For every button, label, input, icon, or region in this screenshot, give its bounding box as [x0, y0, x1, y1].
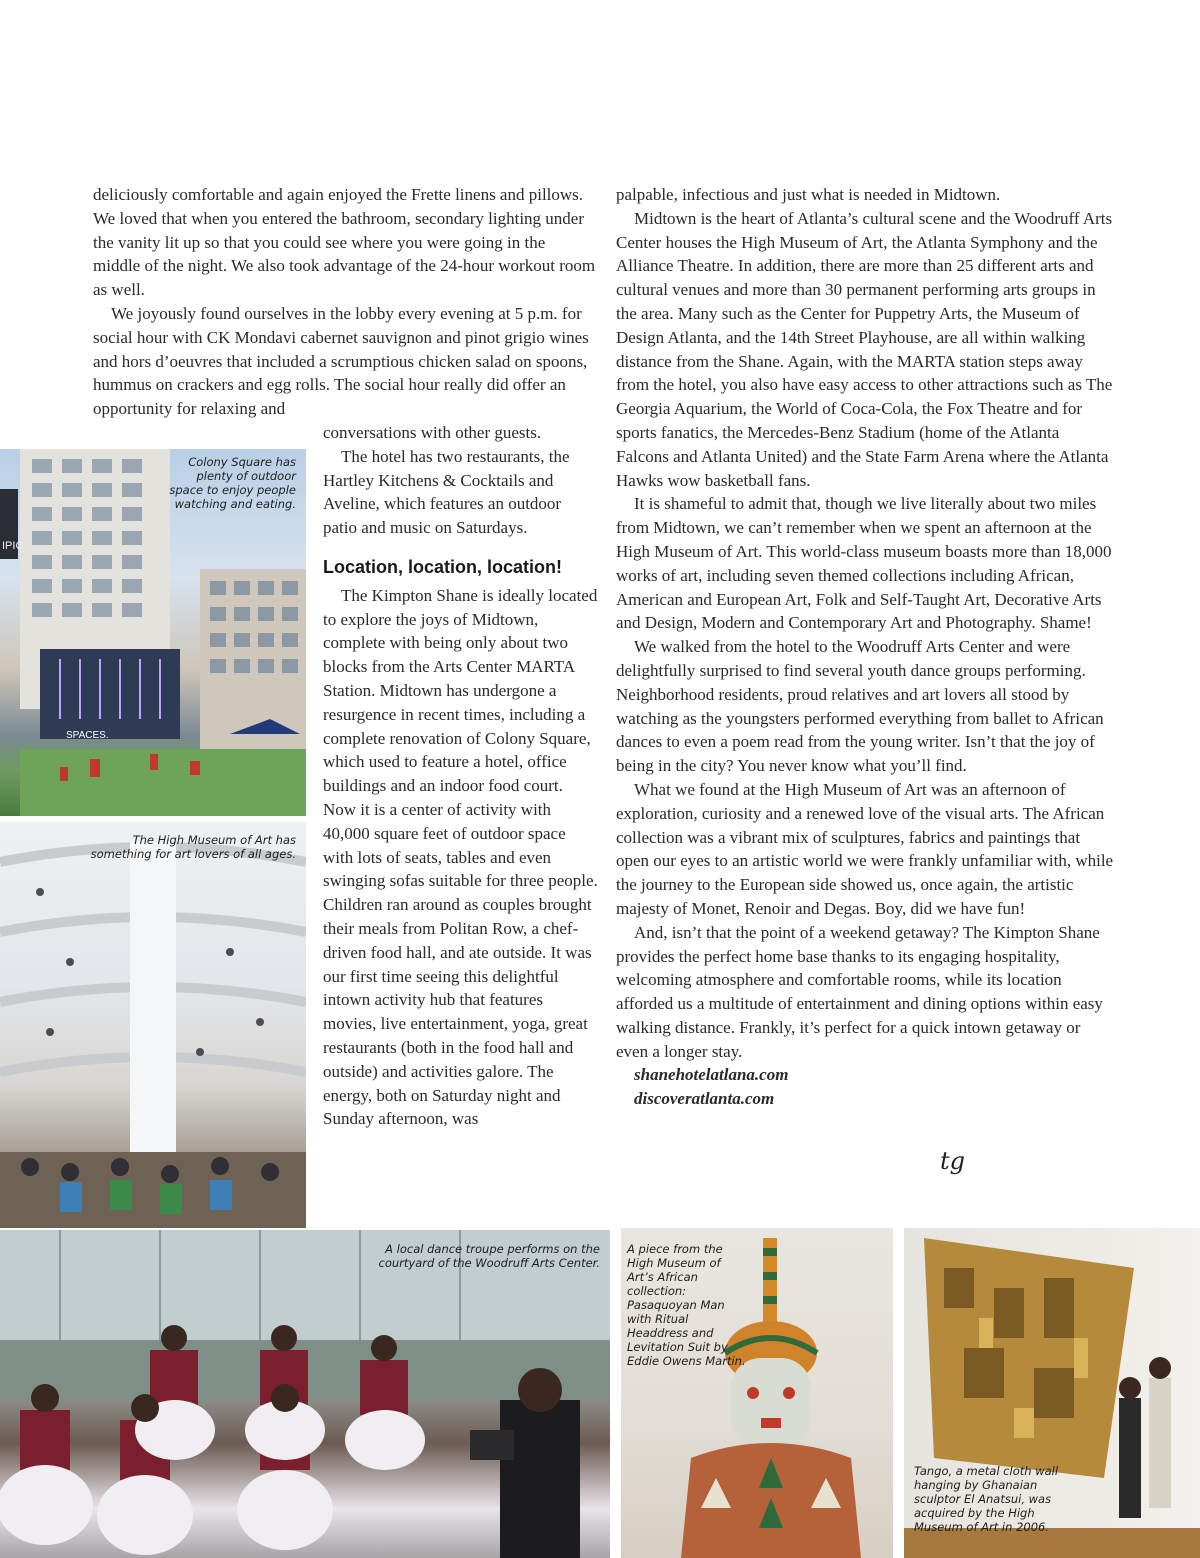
caption-tango: Tango, a metal cloth wall hanging by Ghanaian sculptor El Anatsui, was acquired by the High Museum of Art in 2006.: [914, 1464, 1059, 1534]
dance-troupe-illustration: [0, 1230, 610, 1558]
paragraph: deliciously comfortable and again enjoyed the Frette linens and pillows. We loved that when you entered the bathroom, secondary lighting under the vanity lit up so that you could see where you were going in the middle of the night. We also took advantage of the 24-hour workout room as well.: [93, 185, 596, 300]
paragraph: We walked from the hotel to the Woodruff Arts Center and were delightfully surprised to find several youth dance groups performing. Neighborhood residents, proud relatives and art lovers all stood by watching as the youngsters performed everything from ballet to African dances to even a poem read from the young writer. Isn’t that the joy of being in the city? You never know what you’ll find.: [616, 637, 1104, 776]
ipic-sign: IPIC: [2, 540, 24, 552]
section-heading: Location, location, location!: [323, 556, 563, 577]
end-mark-logo: tg: [940, 1147, 966, 1175]
paragraph: It is shameful to admit that, though we live literally about two miles from Midtown, we can’t remember when we spent an afternoon at the High Museum of Art. This world-class museum boasts more than 18,000 works of art, including seven themed collections including African, American and European Art, Folk and Self-Taught Art, Decorative Arts and Design, Modern and Contemporary Art and Photography. Shame!: [616, 494, 1112, 633]
caption-high-museum: The High Museum of Art has something for art lovers of all ages.: [90, 833, 296, 861]
museum-interior-illustration: [0, 822, 306, 1228]
paragraph: What we found at the High Museum of Art was an afternoon of exploration, curiosity and a renewed love of the visual arts. The African collection was a vibrant mix of sculptures, fabrics and paintings that open our eyes to an artistic world we were frankly unfamiliar with, while the journey to the European side showed us, once again, the artistic majesty of Monet, Renoir and Degas. Boy, did we have fun!: [616, 779, 1114, 918]
caption-dance-troupe: A local dance troupe performs on the courtyard of the Woodruff Arts Center.: [378, 1242, 600, 1270]
paragraph: We joyously found ourselves in the lobby every evening at 5 p.m. for social hour with CK Mondavi cabernet sauvignon and pinot grigio wines and hors d’oeuvres that included a scrumptious chicken salad on spoons, hummus on crackers and egg rolls. The social hour really did offer an opportunity for relaxing and: [93, 303, 589, 419]
article-column-left: [93, 183, 596, 421]
caption-sculpture: A piece from the High Museum of Art’s African collection: Pasaquoyan Man with Ritual Headdress and Levitation Suit by Eddie Owens Martin.: [627, 1242, 746, 1368]
photo-dance-troupe: [0, 1230, 610, 1558]
caption-colony-square: Colony Square has plenty of outdoor space to enjoy people watching and eating.: [169, 455, 296, 511]
photo-high-museum: [0, 822, 306, 1228]
website-link[interactable]: shanehotelatlana.com: [634, 1065, 789, 1085]
spaces-sign: SPACES.: [66, 730, 109, 741]
paragraph: The hotel has two restaurants, the Hartley Kitchens & Cocktails and Aveline, which features an outdoor patio and music on Saturdays.: [323, 446, 570, 538]
article-column-right: [616, 183, 1116, 1111]
paragraph: palpable, infectious and just what is needed in Midtown.: [616, 185, 1001, 204]
photo-sculpture: [621, 1228, 893, 1558]
photo-tango-wall-hanging: [904, 1228, 1200, 1558]
paragraph: conversations with other guests.: [323, 423, 542, 442]
article-column-middle: [323, 421, 598, 1131]
paragraph: The Kimpton Shane is ideally located to explore the joys of Midtown, complete with being only about two blocks from the Arts Center MARTA Station. Midtown has undergone a resurgence in recent times, including a complete renovation of Colony Square, which used to feature a hotel, office buildings and an indoor food court. Now it is a center of activity with 40,000 square feet of outdoor space with lots of seats, tables and even swinging sofas suitable for three people. Children ran around as couples brought their meals from Politan Row, a chef-driven food hall, and ate outside. It was our first time seeing this delightful intown activity hub that features movies, live entertainment, yoga, great restaurants (both in the food hall and outside) and activities galore. The energy, both on Saturday night and Sunday afternoon, was: [323, 585, 598, 1129]
website-link[interactable]: discoveratlanta.com: [634, 1089, 775, 1109]
paragraph: Midtown is the heart of Atlanta’s cultural scene and the Woodruff Arts Center houses the High Museum of Art, the Atlanta Symphony and the Alliance Theatre. In addition, there are more than 25 different arts and cultural venues and more than 30 permanent performing arts groups in the area. Many such as the Center for Puppetry Arts, the Museum of Design Atlanta, and the 14th Street Playhouse, are all within walking distance from the Shane. Again, with the MARTA station steps away from the hotel, you also have easy access to other attractions such as The Georgia Aquarium, the World of Coca-Cola, the Fox Theatre and for sports fanatics, the Mercedes-Benz Stadium (home of the Atlanta Falcons and Atlanta United) and the State Farm Arena where the Atlanta Hawks wow basketball fans.: [616, 208, 1113, 490]
paragraph: And, isn’t that the point of a weekend getaway? The Kimpton Shane provides the perfect home base thanks to its engaging hospitality, welcoming atmosphere and comfortable rooms, while its location afforded us a multitude of entertainment and dining options within easy walking distance. Frankly, it’s perfect for a quick intown getaway or even a longer stay.: [616, 922, 1103, 1061]
photo-colony-square: [0, 449, 306, 816]
